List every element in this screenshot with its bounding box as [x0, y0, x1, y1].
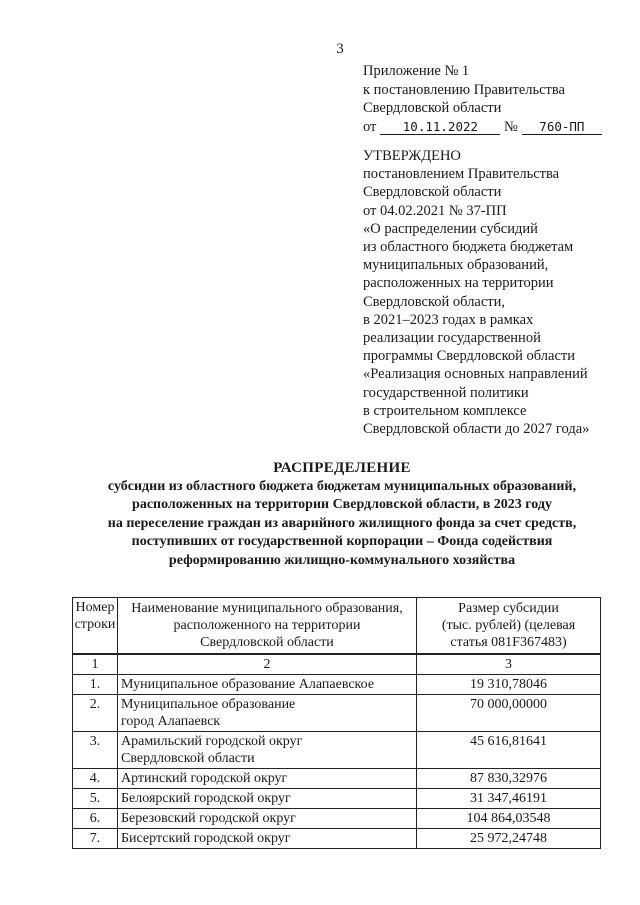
header-text: Свердловской области	[200, 635, 334, 650]
date-prefix: от	[363, 118, 377, 135]
name-line: город Алапаевск	[121, 714, 221, 729]
subsidy-amount: 45 616,81641	[417, 732, 601, 769]
table-row	[73, 695, 601, 732]
title-line: расположенных на территории Свердловской области, в 2023 году	[132, 497, 552, 512]
municipality-name	[118, 769, 417, 789]
appendix-date-line	[363, 118, 602, 137]
header-subsidy-amount	[417, 598, 601, 655]
column-number: 1	[73, 654, 118, 675]
subsidy-amount: 31 347,46191	[417, 789, 601, 809]
title-line: субсидии из областного бюджета бюджетам муниципальных образований,	[107, 478, 577, 494]
name-line: Бисертский городской округ	[121, 831, 291, 846]
distribution-table	[72, 597, 601, 849]
name-line: Муниципальное образование	[121, 697, 296, 712]
row-number: 7.	[73, 829, 118, 849]
name-line: Артинский городской округ	[121, 771, 288, 786]
header-text: статья 081F367483)	[450, 635, 567, 650]
table-row	[73, 829, 601, 849]
table-row	[73, 732, 601, 769]
row-number: 2.	[73, 695, 118, 732]
page-number: 3	[336, 41, 344, 57]
approved-line: постановлением Правительства	[363, 166, 560, 183]
row-number: 4.	[73, 769, 118, 789]
approved-line: Свердловской области	[363, 184, 502, 201]
row-number: 5.	[73, 789, 118, 809]
municipality-name	[118, 695, 417, 732]
approved-heading: УТВЕРЖДЕНО	[363, 148, 461, 164]
municipality-name	[118, 809, 417, 829]
approved-line: «Реализация основных направлений	[363, 366, 588, 383]
title-line: реформированию жилищно-коммунального хозяйства	[168, 552, 516, 568]
approved-line: из областного бюджета бюджетам	[363, 239, 574, 256]
approved-line: расположенных на территории	[363, 275, 554, 292]
approved-line: от 04.02.2021 № 37-ПП	[363, 202, 507, 219]
header-text: (тыс. рублей) (целевая	[441, 618, 576, 633]
header-municipality	[118, 598, 417, 655]
appendix-block	[363, 62, 602, 136]
approved-line: «О распределении субсидий	[363, 220, 538, 237]
subsidy-amount: 104 864,03548	[417, 809, 601, 829]
title-line: поступивших от государственной корпорации – Фонда содействия	[131, 534, 553, 549]
column-number: 3	[417, 654, 601, 675]
municipality-name	[118, 829, 417, 849]
approved-line: программы Свердловской области	[363, 348, 576, 365]
table-row	[73, 789, 601, 809]
municipality-name	[118, 675, 417, 695]
header-text: Номер	[75, 600, 115, 615]
number-prefix: №	[504, 118, 518, 135]
table-row	[73, 809, 601, 829]
appendix-line-2: к постановлению Правительства	[363, 81, 565, 98]
approved-line: в строительном комплексе	[363, 402, 527, 419]
name-line: Арамильский городской округ	[121, 734, 303, 749]
name-line: Муниципальное образование Алапаевское	[121, 677, 375, 692]
appendix-line-3: Свердловской области	[363, 100, 502, 116]
subsidy-amount: 25 972,24748	[417, 829, 601, 849]
column-number: 2	[118, 654, 417, 675]
approved-block	[363, 147, 589, 438]
header-text: Размер субсидии	[458, 601, 559, 616]
approved-line: в 2021–2023 годах в рамках	[363, 311, 534, 328]
subsidy-amount: 19 310,78046	[417, 675, 601, 695]
header-text: расположенного на территории	[173, 618, 361, 633]
approved-line: Свердловской области,	[363, 293, 506, 310]
title-main: РАСПРЕДЕЛЕНИЕ	[273, 460, 411, 476]
row-number: 1.	[73, 675, 118, 695]
name-line: Белоярский городской округ	[121, 791, 291, 806]
municipality-name	[118, 789, 417, 809]
resolution-date: 10.11.2022	[380, 119, 500, 135]
title-line: на переселение граждан из аварийного жилищного фонда за счет средств,	[107, 515, 577, 531]
header-text: Наименование муниципального образования,	[131, 601, 403, 616]
header-row-number	[73, 598, 118, 655]
approved-line: реализации государственной	[363, 330, 541, 347]
header-text: строки	[74, 617, 116, 632]
approved-line: муниципальных образований,	[363, 257, 549, 274]
row-number: 3.	[73, 732, 118, 769]
approved-line: государственной политики	[363, 384, 529, 401]
subsidy-amount: 70 000,00000	[417, 695, 601, 732]
document-title	[30, 459, 640, 570]
resolution-number: 760-ПП	[522, 119, 602, 135]
table-row	[73, 675, 601, 695]
table-header-row	[73, 598, 601, 655]
municipality-name	[118, 732, 417, 769]
name-line: Свердловской области	[121, 751, 255, 766]
approved-line: Свердловской области до 2027 года»	[363, 421, 590, 438]
appendix-line-1: Приложение № 1	[363, 63, 470, 79]
table-row	[73, 769, 601, 789]
name-line: Березовский городской округ	[121, 811, 296, 826]
row-number: 6.	[73, 809, 118, 829]
subsidy-amount: 87 830,32976	[417, 769, 601, 789]
column-number-row	[73, 654, 601, 675]
